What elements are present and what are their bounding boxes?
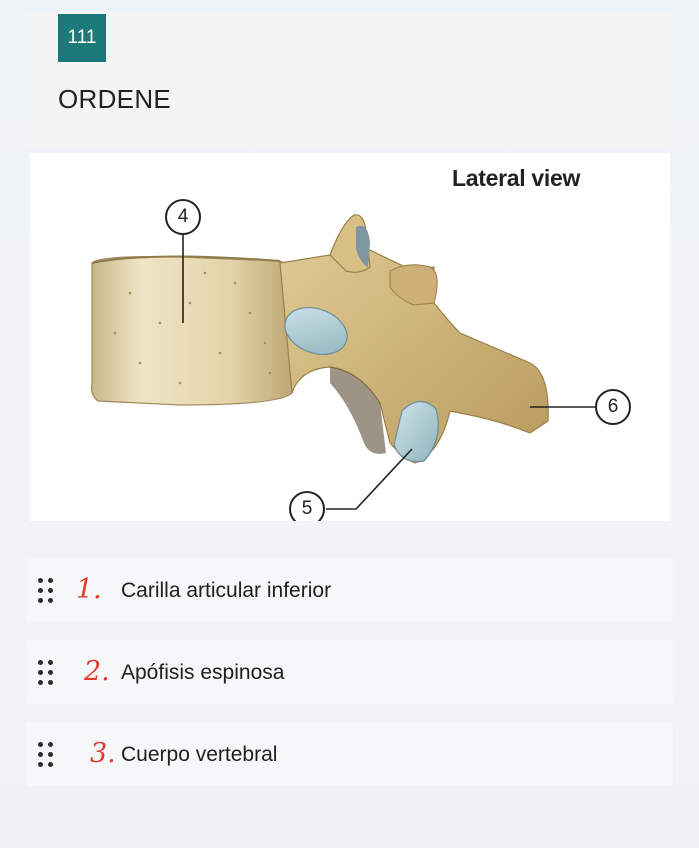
callout-4: 4 bbox=[165, 199, 201, 235]
callout-5: 5 bbox=[289, 491, 325, 521]
figure-title: Lateral view bbox=[452, 165, 581, 191]
answer-item[interactable] bbox=[26, 722, 673, 786]
drag-handle-icon[interactable] bbox=[38, 660, 54, 686]
vertebra-illustration bbox=[30, 153, 670, 521]
handwritten-number: 3. bbox=[90, 738, 116, 769]
handwritten-number: 1. bbox=[76, 574, 102, 605]
drag-handle-icon[interactable] bbox=[38, 578, 54, 604]
answer-item[interactable] bbox=[26, 558, 673, 622]
answer-item[interactable] bbox=[26, 640, 673, 704]
vertebra-figure bbox=[30, 153, 670, 521]
question-title: ORDENE bbox=[58, 84, 172, 114]
callout-6: 6 bbox=[595, 389, 631, 425]
question-number-badge: 111 bbox=[58, 14, 106, 62]
handwritten-number: 2. bbox=[84, 656, 110, 687]
question-header bbox=[24, 12, 671, 146]
drag-handle-icon[interactable] bbox=[38, 742, 54, 768]
item-label: Apófisis espinosa bbox=[121, 661, 285, 684]
item-label: Cuerpo vertebral bbox=[121, 743, 278, 766]
item-label: Carilla articular inferior bbox=[121, 579, 332, 602]
